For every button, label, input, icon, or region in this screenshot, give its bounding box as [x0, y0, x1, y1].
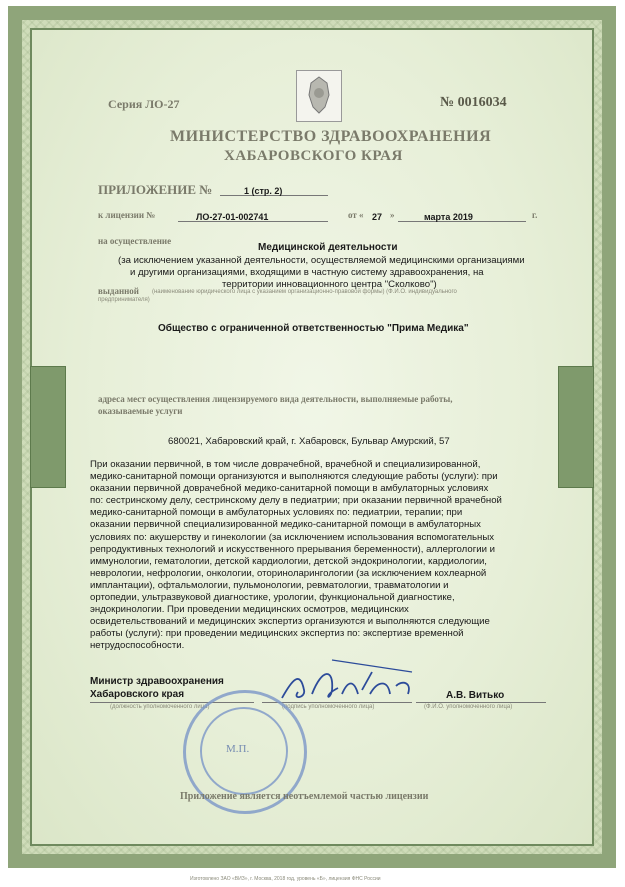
services-line: ортопедии, ультразвуковой диагностике, урологии, функциональной диагностике,	[90, 592, 455, 604]
services-line: При оказании первичной, в том числе доврачебной, врачебной и специализированной,	[90, 459, 481, 470]
right-ornament	[558, 366, 594, 488]
services-line: освидетельствований и медицинских экспертиз организуются и выполняются следующие	[90, 616, 490, 628]
services-line: иммунологии, гематологии, детской кардиологии, детской эндокринологии, кардиологии,	[90, 555, 487, 567]
date-quote: »	[390, 210, 395, 220]
services-line: эндокринологии. При проведении медицинских осмотров, медицинских	[90, 604, 409, 616]
activity-line-2: и другими организациями, входящими в частную систему здравоохранения, на	[130, 267, 484, 278]
services-line: медико-санитарной помощи организуются и выполняются следующие работы (услуги): при	[90, 471, 498, 483]
address-label-2: оказываемые услуги	[98, 406, 183, 416]
services-line: имплантации), офтальмологии, пульмонологии, ревматологии, травматологии и	[90, 579, 449, 591]
signatory-position-1: Министр здравоохранения	[90, 676, 224, 687]
services-line: медико-санитарной помощи в амбулаторных условиях по: педиатрии, терапии; при	[90, 507, 463, 519]
issued-label: выданной	[98, 286, 139, 296]
services-line: работы (услуги): при проведении медицинских экспертиз по: экспертизе временной	[90, 628, 464, 640]
region-title: ХАБАРОВСКОГО КРАЯ	[224, 148, 403, 164]
annex-label: ПРИЛОЖЕНИЕ №	[98, 182, 213, 197]
left-ornament	[30, 366, 66, 488]
services-line: оказании первичной специализированной медико-санитарной помощи в амбулаторных	[90, 519, 481, 531]
signatory-position-2: Хабаровского края	[90, 689, 185, 700]
series-label: Серия ЛО-27	[108, 97, 180, 111]
caption-signature: (подпись уполномоченного лица)	[282, 704, 375, 710]
services-line: условиях по: акушерству и гинекологии (за исключением использования вспомогательных	[90, 531, 495, 543]
address-label-1: адреса мест осуществления лицензируемого вида деятельности, выполняемые работы,	[98, 394, 453, 404]
services-text	[90, 459, 552, 653]
form-number: № 0016034	[440, 95, 507, 110]
printer-imprint: Изготовлено ЗАО «ВИЗ», г. Москва, 2018 год, уровень «Б», лицензия ФНС России	[190, 876, 381, 882]
signatory-name: А.В. Витько	[446, 690, 505, 701]
license-month-year: марта 2019	[424, 212, 473, 222]
services-line: репродуктивных технологий и искусственного прерывания беременности), аллергологии и	[90, 543, 495, 555]
stamp-label: М.П.	[226, 743, 250, 755]
services-line: неврологии, нефрологии, онкологии, оториноларингологии (за исключением кохлеарной	[90, 567, 487, 579]
issued-note: (наименование юридического лица с указанием организационно-правовой формы) (Ф.И.О. индивидуального	[152, 289, 457, 295]
year-suffix: г.	[532, 210, 538, 220]
license-day: 27	[372, 212, 383, 222]
footer-note: Приложение является неотъемлемой частью лицензии	[180, 791, 429, 802]
license-number: ЛО-27-01-002741	[196, 212, 269, 222]
issued-note-2: предпринимателя)	[98, 297, 150, 303]
coat-of-arms-icon	[296, 70, 342, 122]
annex-number: 1 (стр. 2)	[244, 186, 283, 196]
activity-label: на осуществление	[98, 236, 172, 246]
activity-title: Медицинской деятельности	[258, 242, 398, 253]
license-prefix: к лицензии №	[98, 210, 156, 220]
services-line: по: сестринскому делу, сестринскому делу в педиатрии; при оказании первичной врачебной	[90, 495, 502, 507]
services-line: нетрудоспособности.	[90, 640, 185, 652]
organization-name: Общество с ограниченной ответственностью "Прима Медика"	[158, 323, 469, 334]
services-line: оказании первичной доврачебной медико-санитарной помощи в амбулаторных условиях	[90, 483, 489, 495]
handwritten-signature	[262, 650, 432, 710]
activity-line-1: (за исключением указанной деятельности, осуществляемой медицинскими организациями	[118, 255, 525, 266]
address-value: 680021, Хабаровский край, г. Хабаровск, Бульвар Амурский, 57	[168, 436, 450, 447]
ministry-title: МИНИСТЕРСТВО ЗДРАВООХРАНЕНИЯ	[170, 128, 492, 145]
caption-position: (должность уполномоченного лица)	[110, 704, 210, 710]
date-from-label: от «	[348, 210, 364, 220]
caption-name: (Ф.И.О. уполномоченного лица)	[424, 704, 513, 710]
activity-line-3: территории инновационного центра "Сколково")	[222, 279, 437, 290]
